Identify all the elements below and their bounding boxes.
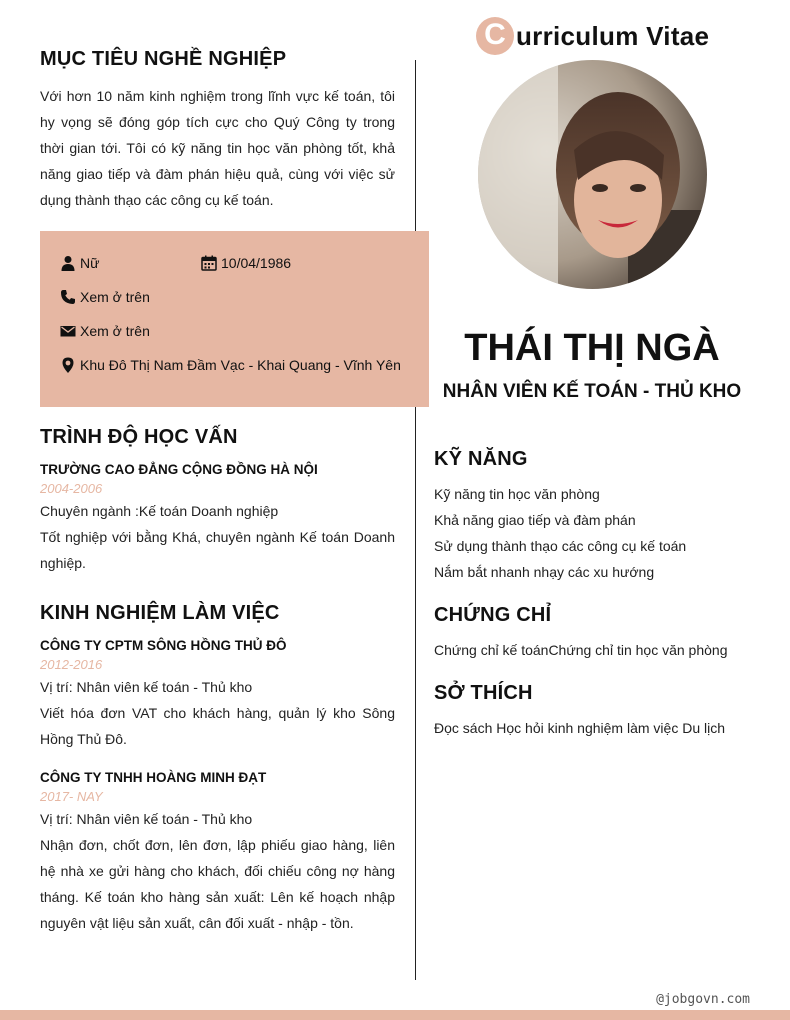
skill-item: Khả năng giao tiếp và đàm phán bbox=[434, 512, 636, 528]
skill-item: Kỹ năng tin học văn phòng bbox=[434, 486, 600, 502]
education-note: Tốt nghiệp với bằng Khá, chuyên ngành Kế toán Doanh nghiệp. bbox=[40, 529, 395, 571]
job-description: Nhận đơn, chốt đơn, lên đơn, lập phiếu giao hàng, liên hệ nhà xe gửi hàng cho khách, đối chiếu công nợ hàng tháng. Kế toán kho hàng sản xuất: Lên kế hoạch nhập nguyên vật liệu sản xuất, cân đối xuất - nhập - tồn. bbox=[40, 837, 395, 931]
footer-bar bbox=[0, 1010, 790, 1020]
phone-value: Xem ở trên bbox=[80, 289, 150, 305]
column-divider bbox=[415, 60, 416, 980]
cv-logo-circle bbox=[476, 17, 514, 55]
objective-heading: MỤC TIÊU NGHỀ NGHIỆP bbox=[40, 48, 287, 70]
school-name: TRƯỜNG CAO ĐẲNG CỘNG ĐỒNG HÀ NỘI bbox=[40, 462, 318, 477]
email-value: Xem ở trên bbox=[80, 323, 150, 339]
education-section bbox=[40, 426, 395, 576]
objective-section bbox=[40, 48, 395, 213]
skills-heading: KỸ NĂNG bbox=[434, 448, 528, 470]
phone-icon bbox=[60, 289, 76, 305]
cv-logo bbox=[476, 17, 709, 55]
birthday-row bbox=[201, 255, 291, 271]
company-name: CÔNG TY CPTM SÔNG HỒNG THỦ ĐÔ bbox=[40, 638, 287, 653]
company-name: CÔNG TY TNHH HOÀNG MINH ĐẠT bbox=[40, 770, 267, 785]
hobbies-heading: SỞ THÍCH bbox=[434, 682, 533, 704]
education-heading: TRÌNH ĐỘ HỌC VẤN bbox=[40, 426, 238, 448]
calendar-icon bbox=[201, 255, 217, 271]
hobbies-text: Đọc sách Học hỏi kinh nghiệm làm việc Du lịch bbox=[434, 720, 726, 736]
gender-value: Nữ bbox=[80, 255, 100, 271]
profile-photo bbox=[478, 60, 707, 289]
person-icon bbox=[60, 255, 76, 271]
education-major: Chuyên ngành :Kế toán Doanh nghiệp bbox=[40, 503, 279, 519]
certificates-text: Chứng chỉ kế toánChứng chỉ tin học văn phòng bbox=[434, 642, 728, 658]
cv-logo-text: urriculum Vitae bbox=[516, 20, 710, 51]
experience-heading: KINH NGHIỆM LÀM VIỆC bbox=[40, 602, 280, 624]
job-position: Vị trí: Nhân viên kế toán - Thủ kho bbox=[40, 679, 253, 695]
envelope-icon bbox=[60, 323, 76, 339]
person-name: THÁI THỊ NGÀ bbox=[464, 327, 720, 369]
experience-item bbox=[40, 638, 395, 752]
skills-list bbox=[434, 481, 764, 585]
job-period: 2012-2016 bbox=[40, 657, 103, 672]
phone-row bbox=[60, 289, 150, 305]
certificates-heading: CHỨNG CHỈ bbox=[434, 604, 552, 626]
address-row bbox=[60, 356, 401, 374]
skill-item: Sử dụng thành thạo các công cụ kế toán bbox=[434, 538, 687, 554]
location-pin-icon bbox=[60, 356, 76, 374]
personal-info-box bbox=[40, 231, 429, 407]
skills-section bbox=[434, 448, 764, 585]
job-period: 2017- NAY bbox=[40, 789, 103, 804]
skill-item: Nắm bắt nhanh nhạy các xu hướng bbox=[434, 564, 655, 580]
cv-logo-initial: C bbox=[484, 18, 506, 51]
certificates-section bbox=[434, 604, 764, 663]
objective-text: Với hơn 10 năm kinh nghiệm trong lĩnh vực kế toán, tôi hy vọng sẽ đóng góp tích cực cho Quý Công ty trong thời gian tới. Tôi có kỹ năng tin học văn phòng tốt, khả năng giao tiếp và đàm phán hiệu quả, cùng với việc sử dụng thành thạo các công cụ kế toán. bbox=[40, 88, 395, 208]
hobbies-section bbox=[434, 682, 764, 741]
experience-section bbox=[40, 602, 395, 936]
education-period: 2004-2006 bbox=[40, 481, 103, 496]
job-title: NHÂN VIÊN KẾ TOÁN - THỦ KHO bbox=[442, 381, 742, 402]
email-row bbox=[60, 323, 150, 339]
watermark: @jobgovn.com bbox=[656, 992, 750, 1007]
experience-item bbox=[40, 770, 395, 936]
job-description: Viết hóa đơn VAT cho khách hàng, quản lý kho Sông Hồng Thủ Đô. bbox=[40, 705, 395, 747]
gender-row bbox=[60, 255, 99, 271]
job-position: Vị trí: Nhân viên kế toán - Thủ kho bbox=[40, 811, 253, 827]
address-value: Khu Đô Thị Nam Đầm Vạc - Khai Quang - Vĩnh Yên bbox=[80, 357, 401, 373]
birthday-value: 10/04/1986 bbox=[221, 255, 292, 271]
